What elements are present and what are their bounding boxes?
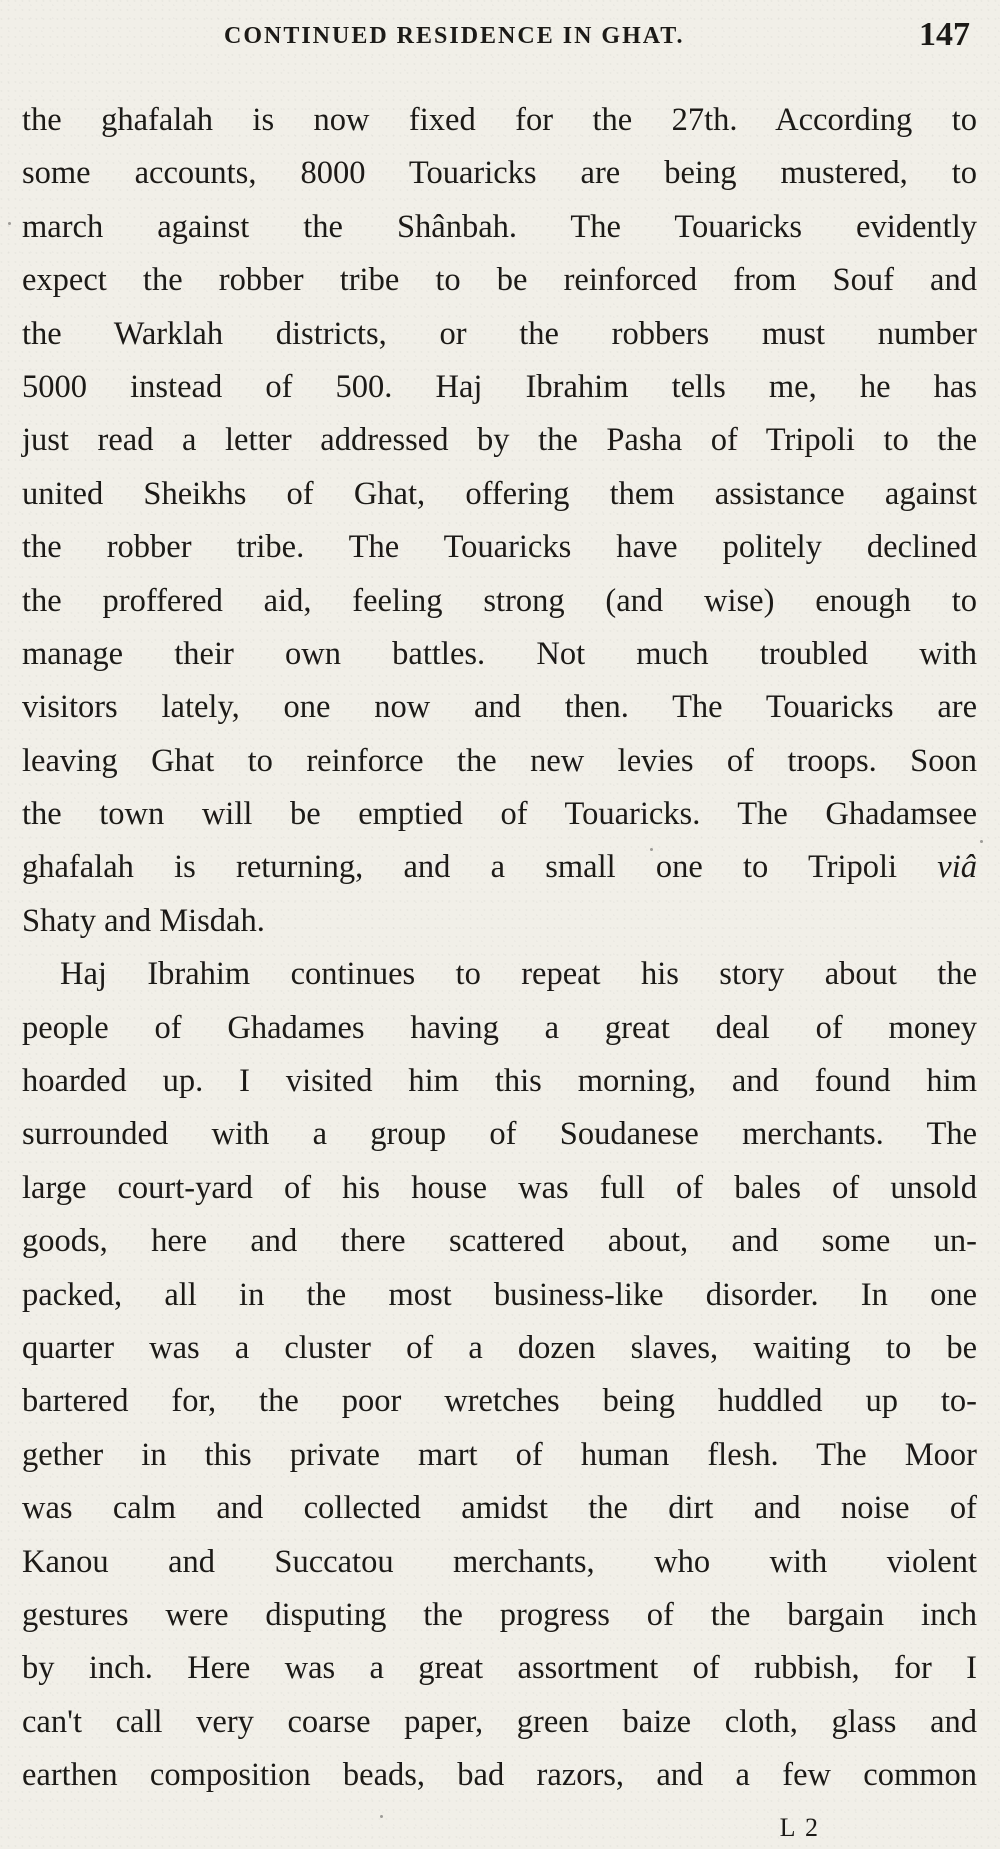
- text-line: Kanou and Succatou merchants, who with violent: [22, 1543, 977, 1580]
- text-line: Haj Ibrahim continues to repeat his story about the: [60, 956, 977, 993]
- text-line: some accounts, 8000 Touaricks are being mustered, to: [22, 155, 977, 192]
- text-line: visitors lately, one now and then. The Touaricks are: [22, 689, 977, 726]
- paragraph-2: [22, 948, 977, 1802]
- text-line: leaving Ghat to reinforce the new levies of troops. Soon: [22, 742, 977, 779]
- text-line: large court-yard of his house was full of bales of unsold: [22, 1169, 977, 1206]
- paper-speck: [980, 840, 983, 843]
- text-line: the town will be emptied of Touaricks. The Ghadamsee: [22, 796, 977, 833]
- page-text: [22, 94, 977, 1803]
- text-line: bartered for, the poor wretches being huddled up to-: [22, 1383, 977, 1420]
- text-line: by inch. Here was a great assortment of rubbish, for I: [22, 1650, 977, 1687]
- italic-via: viâ: [937, 849, 977, 886]
- text-line: the Warklah districts, or the robbers must number: [22, 315, 977, 352]
- text-line: united Sheikhs of Ghat, offering them assistance against: [22, 475, 977, 512]
- text-line: march against the Shânbah. The Touaricks evidently: [22, 208, 977, 245]
- signature-mark: L 2: [779, 1813, 820, 1842]
- text-line: gether in this private mart of human flesh. The Moor: [22, 1436, 977, 1473]
- text-line: the ghafalah is now fixed for the 27th. According to: [22, 102, 977, 138]
- text-line: earthen composition beads, bad razors, and a few common: [22, 1757, 977, 1794]
- text-line: hoarded up. I visited him this morning, and found him: [22, 1063, 977, 1100]
- text-line: ghafalah is returning, and a small one to Tripoli viâ: [22, 849, 977, 886]
- paper-speck: [380, 1815, 383, 1818]
- text-line: gestures were disputing the progress of the bargain inch: [22, 1596, 977, 1633]
- text-line: Shaty and Misdah.: [22, 902, 265, 939]
- text-line: surrounded with a group of Soudanese merchants. The: [22, 1116, 977, 1153]
- text-line: people of Ghadames having a great deal of money: [22, 1009, 977, 1046]
- text-line: expect the robber tribe to be reinforced from Souf and: [22, 262, 977, 299]
- page-header: [224, 16, 970, 58]
- text-line: quarter was a cluster of a dozen slaves, waiting to be: [22, 1329, 977, 1366]
- text-line: packed, all in the most business-like disorder. In one: [22, 1276, 977, 1313]
- text-line: the robber tribe. The Touaricks have politely declined: [22, 529, 977, 566]
- text-line: the proffered aid, feeling strong (and wise) enough to: [22, 582, 977, 619]
- text-line: just read a letter addressed by the Pasha of Tripoli to the: [22, 422, 977, 459]
- text-line: can't call very coarse paper, green baize cloth, glass and: [22, 1703, 977, 1740]
- text-line: was calm and collected amidst the dirt and noise of: [22, 1490, 977, 1527]
- paragraph-1: [22, 94, 977, 948]
- text-line: 5000 instead of 500. Haj Ibrahim tells me, he has: [22, 368, 977, 405]
- text-line: manage their own battles. Not much troubled with: [22, 635, 977, 672]
- text-line: goods, here and there scattered about, and some un-: [22, 1223, 977, 1260]
- paper-speck: [8, 222, 11, 225]
- running-head: CONTINUED RESIDENCE IN GHAT.: [224, 23, 685, 49]
- paper-speck: [650, 848, 653, 851]
- page-number: 147: [919, 16, 970, 53]
